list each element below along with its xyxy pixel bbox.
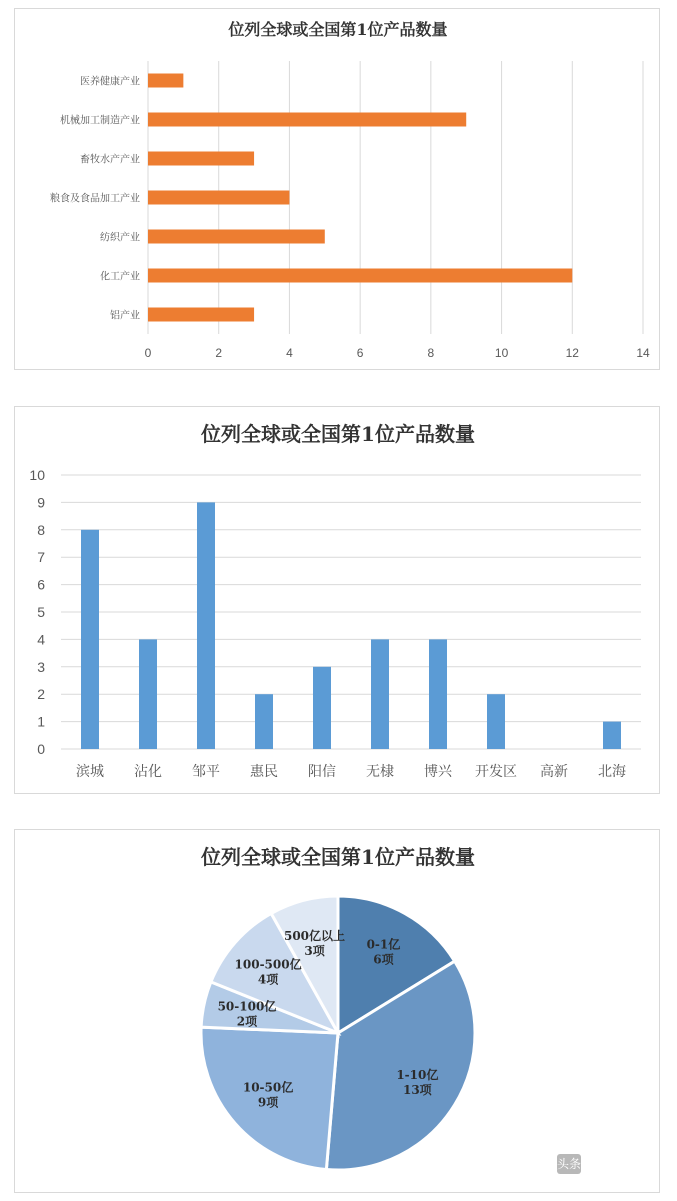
chart-panel-pie <box>14 829 660 1193</box>
chart-title: 位列全球或全国第1位产品数量 <box>201 422 475 446</box>
bar <box>148 113 466 127</box>
y-tick-label: 0 <box>37 741 45 757</box>
bar <box>148 74 183 88</box>
y-tick-label: 5 <box>37 604 45 620</box>
pie-chart-value-ranges <box>15 830 661 1194</box>
y-tick-label: 2 <box>37 686 45 703</box>
slice-label: 1-10亿 <box>396 1067 439 1082</box>
bar-chart-industries <box>15 9 661 371</box>
x-tick-label: 0 <box>144 346 152 360</box>
category-label: 化工产业 <box>100 271 140 283</box>
category-label: 开发区 <box>475 764 517 780</box>
x-tick-label: 4 <box>286 346 293 360</box>
category-label: 滨城 <box>76 764 104 780</box>
bar <box>255 694 273 749</box>
category-label: 畜牧水产产业 <box>80 154 140 166</box>
slice-count: 9项 <box>257 1095 279 1110</box>
bar <box>197 502 215 749</box>
chart-panel-industries <box>14 8 660 370</box>
y-tick-label: 3 <box>37 658 45 675</box>
chart-title: 位列全球或全国第1位产品数量 <box>201 845 475 869</box>
y-tick-label: 10 <box>29 467 45 483</box>
category-label: 阳信 <box>308 764 336 780</box>
slice-label: 10-50亿 <box>242 1080 294 1095</box>
y-tick-label: 8 <box>37 521 45 538</box>
bar <box>603 722 621 749</box>
slice-label: 50-100亿 <box>217 999 277 1014</box>
category-label: 无棣 <box>366 764 394 780</box>
slice-count: 3项 <box>304 943 325 958</box>
category-label: 北海 <box>598 764 626 780</box>
bar <box>429 639 447 749</box>
x-tick-label: 10 <box>494 346 509 360</box>
bar <box>148 230 325 244</box>
watermark-logo: 头条 <box>557 1154 581 1174</box>
chart-title: 位列全球或全国第1位产品数量 <box>228 20 448 39</box>
bar <box>81 530 99 749</box>
category-label: 纺织产业 <box>100 232 140 244</box>
bar-chart-regions <box>15 407 661 795</box>
bar <box>313 667 331 749</box>
slice-label: 500亿以上 <box>283 928 346 943</box>
slice-count: 4项 <box>257 972 279 987</box>
x-tick-label: 6 <box>356 346 364 360</box>
bar <box>148 269 572 283</box>
y-tick-label: 6 <box>37 576 45 593</box>
chart-panel-regions <box>14 406 660 794</box>
category-label: 惠民 <box>250 764 278 780</box>
category-label: 粮食及食品加工产业 <box>50 193 140 205</box>
bar <box>139 639 157 749</box>
category-label: 高新 <box>540 764 568 780</box>
bar <box>487 694 505 749</box>
slice-count: 6项 <box>373 952 394 967</box>
bar <box>148 308 254 322</box>
slice-label: 0-1亿 <box>366 937 401 952</box>
category-label: 沾化 <box>134 764 162 780</box>
slice-count: 2项 <box>236 1014 258 1029</box>
y-tick-label: 1 <box>37 713 45 730</box>
x-tick-label: 12 <box>565 346 579 360</box>
category-label: 医养健康产业 <box>80 76 140 88</box>
bar <box>148 191 289 205</box>
slice-count: 13项 <box>402 1082 432 1097</box>
x-tick-label: 8 <box>427 346 435 360</box>
category-label: 博兴 <box>424 764 452 780</box>
x-tick-label: 2 <box>215 346 223 360</box>
slice-label: 100-500亿 <box>234 957 302 972</box>
category-label: 铝产业 <box>110 310 140 322</box>
bar <box>371 639 389 749</box>
y-tick-label: 4 <box>37 631 45 648</box>
x-tick-label: 14 <box>636 346 650 360</box>
category-label: 机械加工制造产业 <box>60 115 140 127</box>
category-label: 邹平 <box>192 764 220 780</box>
y-tick-label: 9 <box>37 494 45 511</box>
y-tick-label: 7 <box>37 549 45 566</box>
bar <box>148 152 254 166</box>
